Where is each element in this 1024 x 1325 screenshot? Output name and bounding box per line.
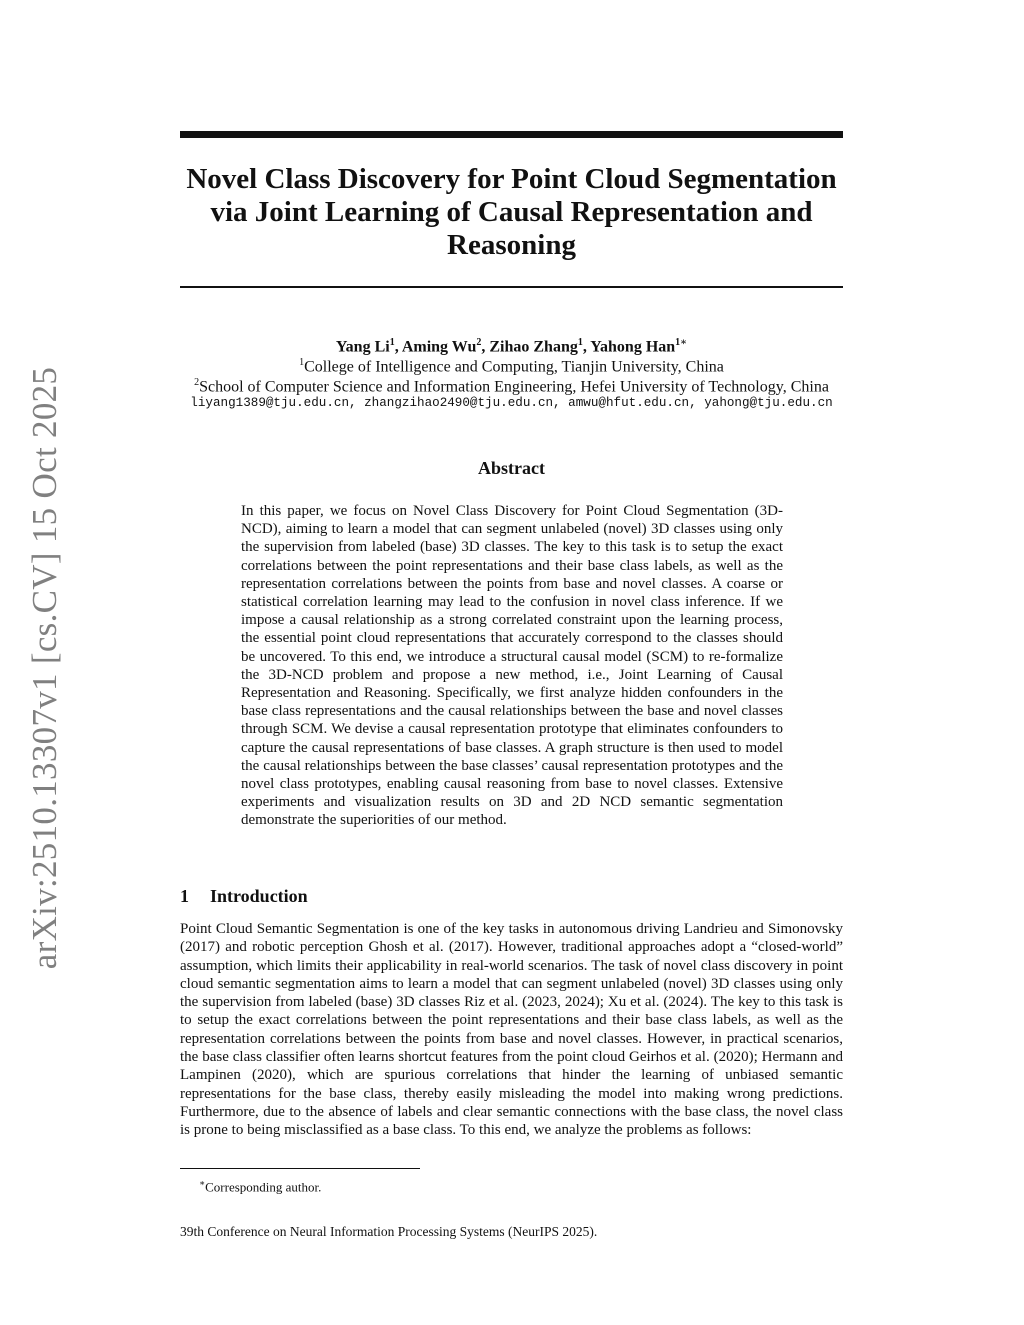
introduction-body: Point Cloud Semantic Segmentation is one of the key tasks in autonomous driving Landrieu and Simonovsky (2017) and robotic perception Ghosh et al. (2017). However, traditional approaches adopt a “closed-world” assumption, which limits their applicability in real-world scenarios. The task of novel class discovery in point cloud semantic segmentation aims to learn a model that can segment unlabeled (novel) 3D classes using only the supervision from labeled (base) 3D classes Riz et al. (2023, 2024); Xu et al. (2024). The key to this task is to setup the exact correlations between the point representations and their base class labels, as well as the representation correlations between the points from base and novel classes. However, in practical scenarios, the base class classifier often learns shortcut features from the point cloud Geirhos et al. (2020); Hermann and Lampinen (2020), which are spurious correlations that hinder the learning of unbiased semantic representations for the base class, thereby easily misleading the model into making wrong predictions. Furthermore, due to the absence of labels and clear semantic connections with the base class, the novel class is prone to being misclassified as a base class. To this end, we analyze the problems as follows: [180,921,843,1139]
affiliation-mark: 2 [194,377,200,388]
author-name: Zihao Zhang [489,338,578,356]
author-list: Yang Li$^1$, Aming Wu$^2$, Zihao Zhang$^1$, Yahong Han$^{1∗}$ [335,337,688,356]
title-rule-bottom [180,286,843,288]
author-emails[interactable]: liyang1389@tju.edu.cn, zhangzihao2490@tju.edu.cn, amwu@hfut.edu.cn, yahong@tju.edu.cn [190,396,833,410]
author-name: Yahong Han [590,338,676,356]
title-line: via Joint Learning of Causal Representation and [210,196,813,228]
author-affiliation-mark: 2 [476,337,482,348]
paper-title [180,163,843,262]
venue-line: 39th Conference on Neural Information Processing Systems (NeurIPS 2025). [180,1224,598,1239]
author-name: Aming Wu [401,338,477,356]
title-line: Reasoning [447,229,576,261]
section-title: Introduction [210,886,308,906]
section-number: 1 [180,886,189,906]
title-rule-top [180,131,843,138]
abstract-body: In this paper, we focus on Novel Class Discovery for Point Cloud Segmentation (3D-NCD), aiming to learn a model that can segment unlabeled (novel) 3D classes using only the supervision from labeled (base) 3D classes. The key to this task is to setup the exact correlations between the point representations and their base class labels, as well as the representation correlations between the points from base and novel classes. A coarse or statistical correlation learning may lead to the confusion in novel class inference. If we impose a causal relationship as a strong correlated constraint upon the learning process, the essential point cloud representations that accurately correspond to the classes should be uncovered. To this end, we introduce a structural causal model (SCM) to re-formalize the 3D-NCD problem and propose a new method, i.e., Joint Learning of Causal Representation and Reasoning. Specifically, we first analyze hidden confounders in the base class representations and the causal relationships between the base and novel classes through SCM. We devise a causal representation prototype that eliminates confounders to capture the causal representations of base classes. A graph structure is then used to model the causal relationships between the base classes’ causal representation prototypes and the novel class prototypes, enabling causal reasoning from base to novel classes. Extensive experiments and visualization results on 3D and 2D NCD semantic segmentation demonstrate the superiorities of our method. [241,503,783,829]
footnote [199,1175,321,1195]
author-affiliation-mark: 1∗ [675,337,688,348]
footnote-text: Corresponding author. [205,1179,322,1195]
section-heading [180,886,308,907]
affiliation-text: College of Intelligence and Computing, Tianjin University, China [304,358,724,376]
arxiv-identifier[interactable]: arXiv:2510.13307v1 [cs.CV] 15 Oct 2025 [25,366,64,970]
affiliation-mark: 1 [299,357,305,368]
author-affiliation-mark: 1 [389,337,395,348]
footnote-mark: ∗ [199,1178,206,1188]
footnote-rule [180,1168,420,1169]
author-name: Yang Li [335,338,390,356]
author-affiliation-mark: 1 [577,337,583,348]
affiliation [150,373,873,396]
affiliation-text: School of Computer Science and Information Engineering, Hefei University of Technology, China [199,378,829,396]
title-line: Novel Class Discovery for Point Cloud Segmentation [186,163,837,195]
abstract-heading: Abstract [478,458,545,478]
